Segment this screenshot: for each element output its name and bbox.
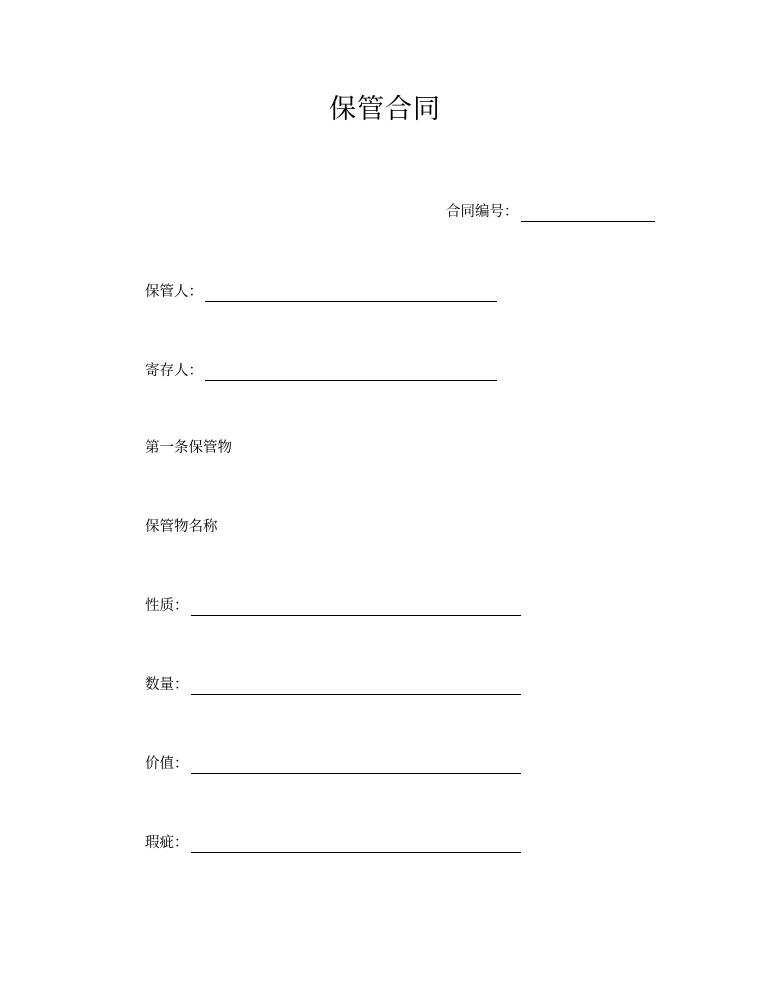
contract-number-field[interactable]	[521, 204, 655, 222]
contract-number-label: 合同编号：	[446, 204, 519, 220]
contract-number-row	[446, 202, 655, 222]
article-one-heading: 第一条保管物	[145, 440, 232, 456]
contract-title: 保管合同	[329, 94, 441, 125]
defects-label: 瑕疵：	[145, 835, 189, 851]
depositor-label: 寄存人：	[145, 363, 203, 379]
nature-label: 性质：	[145, 598, 189, 614]
nature-row	[145, 596, 521, 616]
value-label: 价值：	[145, 756, 189, 772]
quantity-label: 数量：	[145, 677, 189, 693]
custodian-label: 保管人：	[145, 284, 203, 300]
depositor-field[interactable]	[205, 363, 497, 381]
depositor-row	[145, 361, 497, 381]
defects-row	[145, 833, 521, 853]
quantity-field[interactable]	[191, 677, 521, 695]
custodian-field[interactable]	[205, 284, 497, 302]
quantity-row	[145, 675, 521, 695]
item-name-heading: 保管物名称	[145, 519, 218, 535]
value-field[interactable]	[191, 756, 521, 774]
nature-field[interactable]	[191, 598, 521, 616]
value-row	[145, 754, 521, 774]
defects-field[interactable]	[191, 835, 521, 853]
custodian-row	[145, 282, 497, 302]
